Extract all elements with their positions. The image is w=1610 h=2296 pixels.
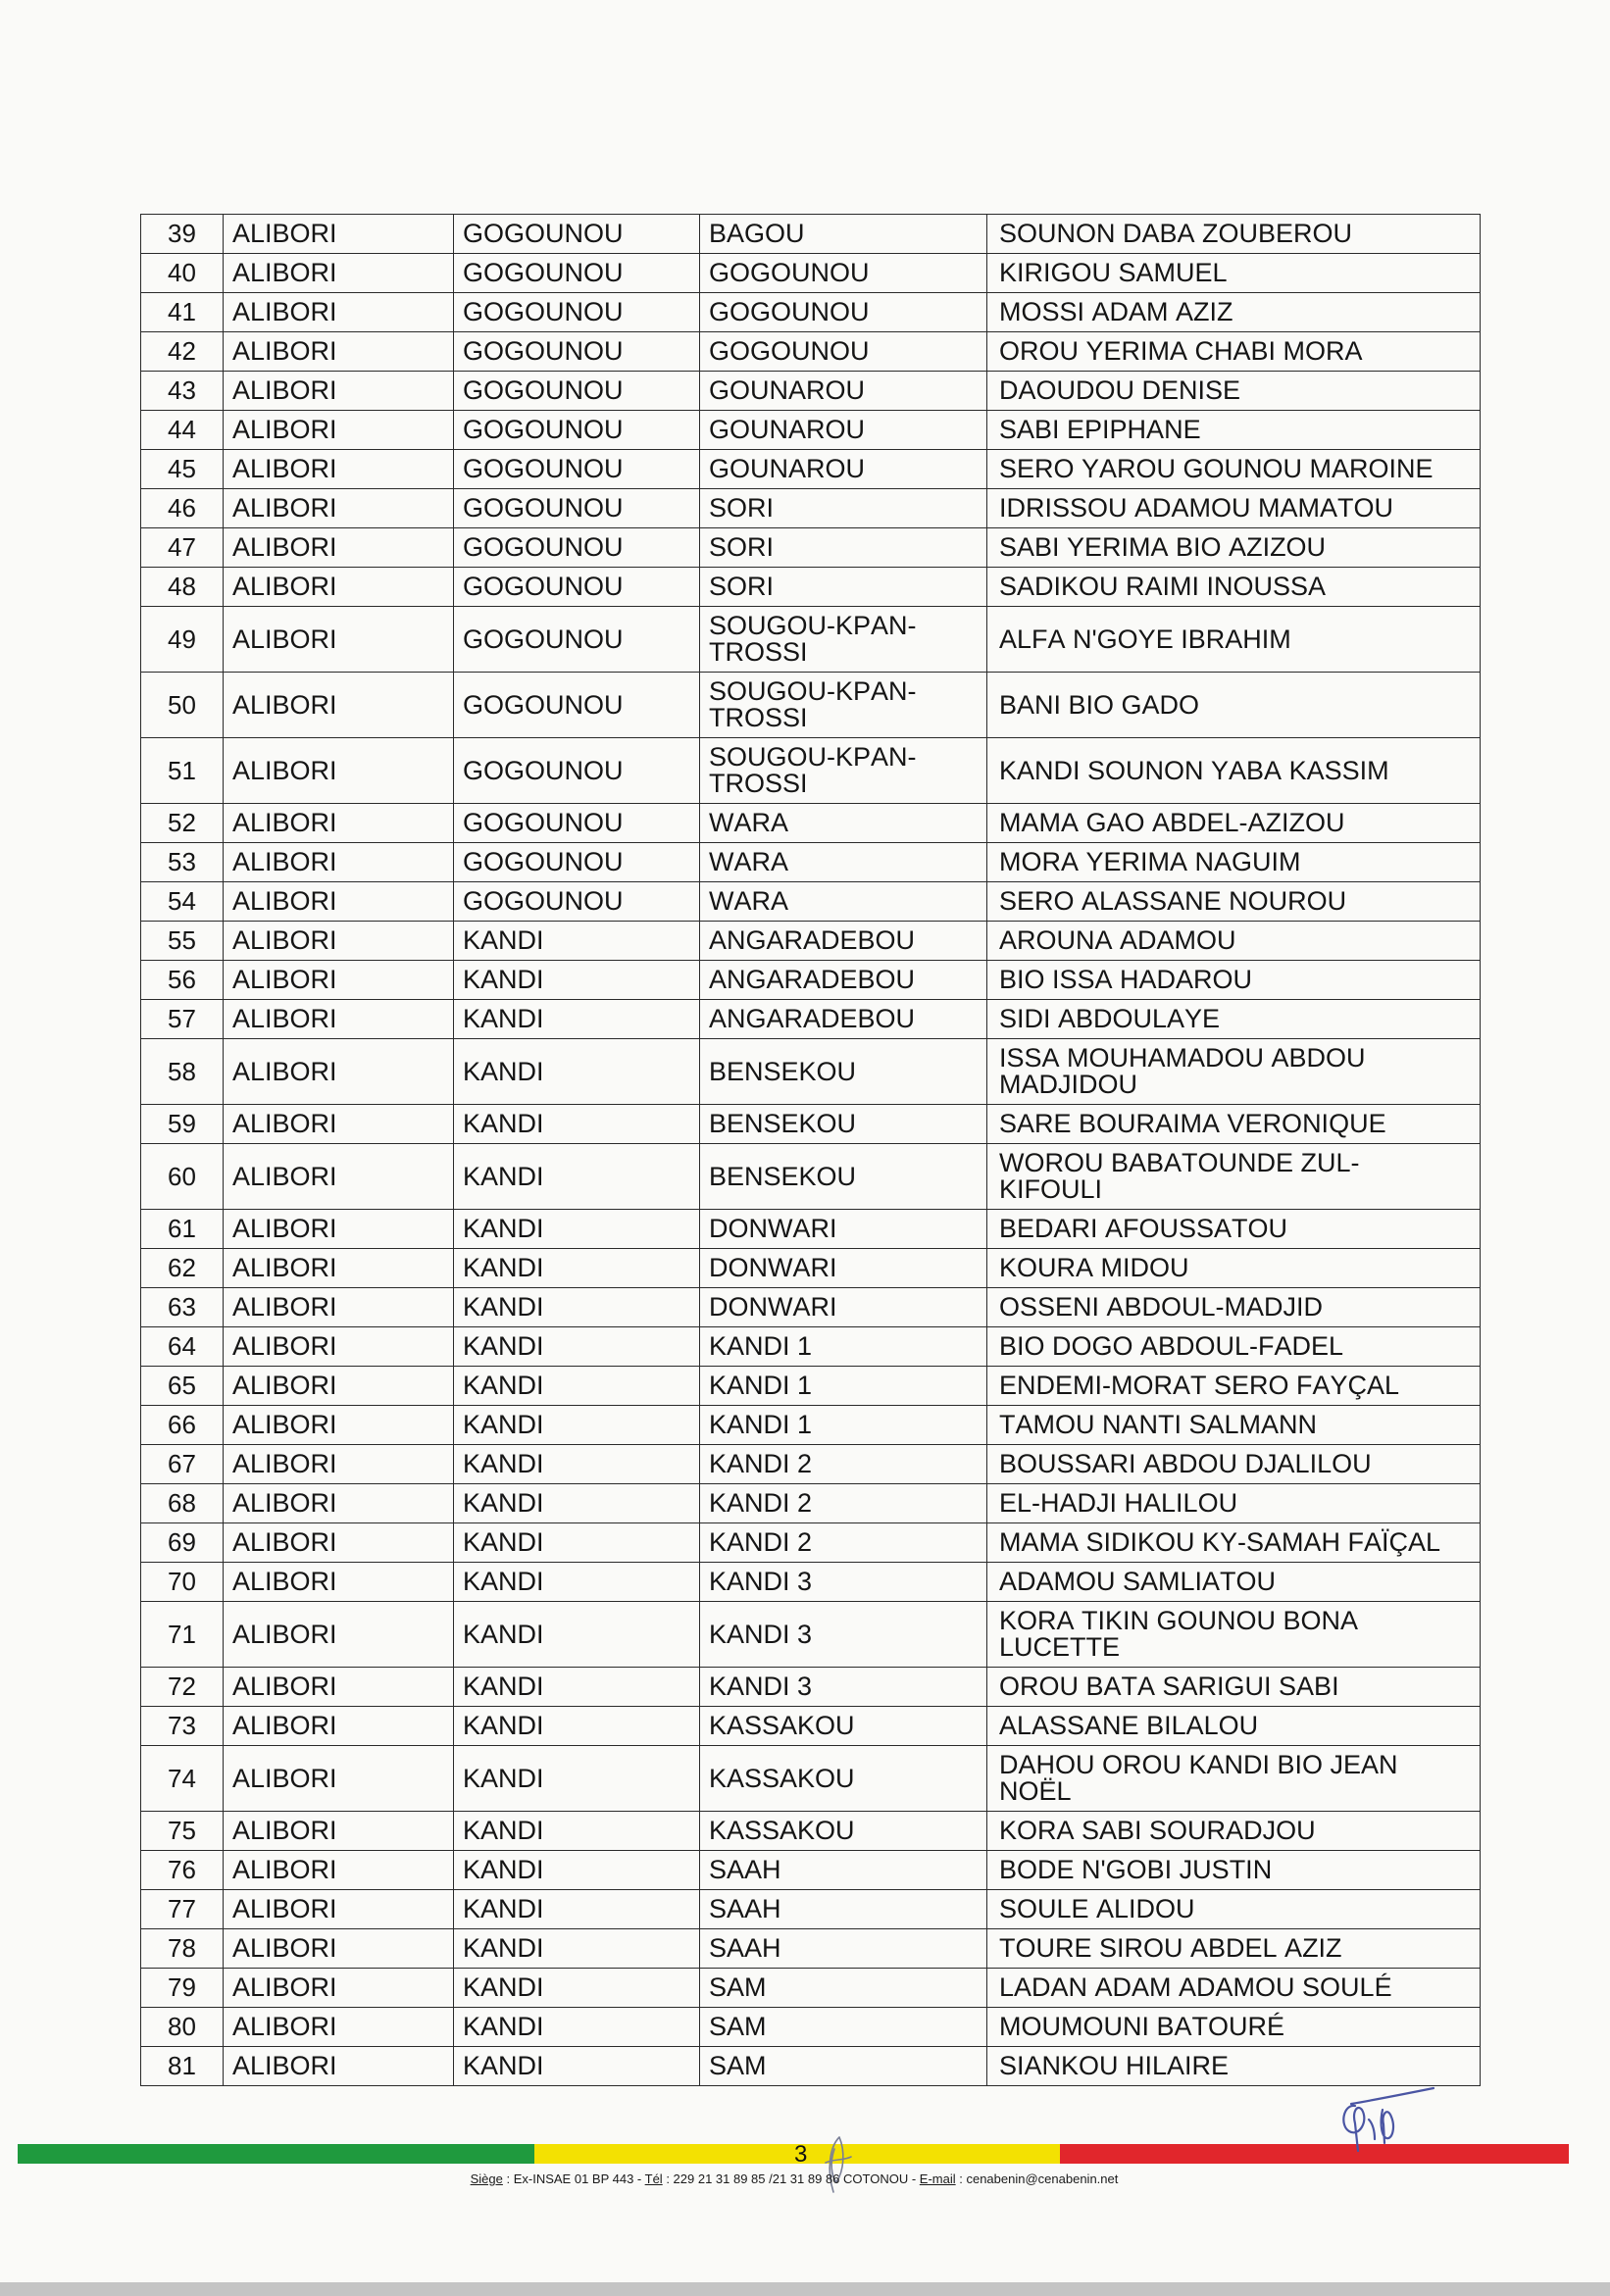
arrondissement-cell: KASSAKOU xyxy=(700,1746,987,1812)
table-row xyxy=(141,1812,1481,1851)
row-number-cell: 57 xyxy=(141,1000,224,1039)
row-number-cell: 66 xyxy=(141,1406,224,1445)
table-row xyxy=(141,1746,1481,1812)
commune-cell: GOGOUNOU xyxy=(454,673,700,738)
arrondissement-cell: BAGOU xyxy=(700,215,987,254)
arrondissement-cell: SOUGOU-KPAN-TROSSI xyxy=(700,738,987,804)
departement-cell: ALIBORI xyxy=(224,1288,454,1327)
departement-cell: ALIBORI xyxy=(224,411,454,450)
row-number-cell: 42 xyxy=(141,332,224,372)
row-number-cell: 50 xyxy=(141,673,224,738)
departement-cell: ALIBORI xyxy=(224,1000,454,1039)
row-number-cell: 39 xyxy=(141,215,224,254)
table-row xyxy=(141,1288,1481,1327)
commune-cell: GOGOUNOU xyxy=(454,882,700,922)
table-row xyxy=(141,922,1481,961)
table-row xyxy=(141,1851,1481,1890)
name-cell: TOURE SIROU ABDEL AZIZ xyxy=(987,1929,1481,1969)
name-cell: KOURA MIDOU xyxy=(987,1249,1481,1288)
departement-cell: ALIBORI xyxy=(224,215,454,254)
commune-cell: KANDI xyxy=(454,1406,700,1445)
commune-cell: KANDI xyxy=(454,1746,700,1812)
arrondissement-cell: WARA xyxy=(700,882,987,922)
name-cell: DAOUDOU DENISE xyxy=(987,372,1481,411)
commune-cell: KANDI xyxy=(454,1288,700,1327)
row-number-cell: 45 xyxy=(141,450,224,489)
row-number-cell: 41 xyxy=(141,293,224,332)
arrondissement-cell: SORI xyxy=(700,528,987,568)
departement-cell: ALIBORI xyxy=(224,1406,454,1445)
commune-cell: KANDI xyxy=(454,1367,700,1406)
row-number-cell: 62 xyxy=(141,1249,224,1288)
commune-cell: GOGOUNOU xyxy=(454,372,700,411)
name-cell: ENDEMI-MORAT SERO FAYÇAL xyxy=(987,1367,1481,1406)
name-cell: SOULE ALIDOU xyxy=(987,1890,1481,1929)
results-table xyxy=(140,214,1481,2086)
departement-cell: ALIBORI xyxy=(224,1445,454,1484)
arrondissement-cell: KANDI 2 xyxy=(700,1523,987,1563)
arrondissement-cell: WARA xyxy=(700,843,987,882)
departement-cell: ALIBORI xyxy=(224,673,454,738)
row-number-cell: 78 xyxy=(141,1929,224,1969)
table-row xyxy=(141,1144,1481,1210)
row-number-cell: 68 xyxy=(141,1484,224,1523)
table-row xyxy=(141,1249,1481,1288)
row-number-cell: 43 xyxy=(141,372,224,411)
footer-siege-value: : Ex-INSAE 01 BP 443 - xyxy=(502,2171,645,2186)
departement-cell: ALIBORI xyxy=(224,922,454,961)
row-number-cell: 46 xyxy=(141,489,224,528)
commune-cell: KANDI xyxy=(454,1210,700,1249)
name-cell: SERO YAROU GOUNOU MAROINE xyxy=(987,450,1481,489)
arrondissement-cell: KASSAKOU xyxy=(700,1812,987,1851)
table-row xyxy=(141,843,1481,882)
departement-cell: ALIBORI xyxy=(224,1851,454,1890)
row-number-cell: 63 xyxy=(141,1288,224,1327)
name-cell: IDRISSOU ADAMOU MAMATOU xyxy=(987,489,1481,528)
row-number-cell: 56 xyxy=(141,961,224,1000)
departement-cell: ALIBORI xyxy=(224,882,454,922)
commune-cell: KANDI xyxy=(454,2008,700,2047)
row-number-cell: 60 xyxy=(141,1144,224,1210)
band-red-segment xyxy=(1060,2144,1569,2164)
arrondissement-cell: SOUGOU-KPAN-TROSSI xyxy=(700,607,987,673)
table-row xyxy=(141,489,1481,528)
commune-cell: GOGOUNOU xyxy=(454,215,700,254)
row-number-cell: 67 xyxy=(141,1445,224,1484)
name-cell: MORA YERIMA NAGUIM xyxy=(987,843,1481,882)
departement-cell: ALIBORI xyxy=(224,1105,454,1144)
commune-cell: GOGOUNOU xyxy=(454,738,700,804)
arrondissement-cell: SAAH xyxy=(700,1929,987,1969)
arrondissement-cell: BENSEKOU xyxy=(700,1105,987,1144)
footer-tel-value: : 229 21 31 89 85 /21 31 89 86 COTONOU - xyxy=(662,2171,920,2186)
departement-cell: ALIBORI xyxy=(224,804,454,843)
name-cell: AROUNA ADAMOU xyxy=(987,922,1481,961)
departement-cell: ALIBORI xyxy=(224,254,454,293)
arrondissement-cell: SOUGOU-KPAN-TROSSI xyxy=(700,673,987,738)
table-row xyxy=(141,215,1481,254)
arrondissement-cell: GOGOUNOU xyxy=(700,293,987,332)
table-row xyxy=(141,2047,1481,2086)
departement-cell: ALIBORI xyxy=(224,568,454,607)
commune-cell: GOGOUNOU xyxy=(454,450,700,489)
table-row xyxy=(141,372,1481,411)
row-number-cell: 76 xyxy=(141,1851,224,1890)
name-cell: OROU YERIMA CHABI MORA xyxy=(987,332,1481,372)
name-cell: TAMOU NANTI SALMANN xyxy=(987,1406,1481,1445)
table-row xyxy=(141,804,1481,843)
commune-cell: KANDI xyxy=(454,1523,700,1563)
commune-cell: KANDI xyxy=(454,1851,700,1890)
table-row xyxy=(141,293,1481,332)
arrondissement-cell: GOGOUNOU xyxy=(700,254,987,293)
name-cell: MAMA SIDIKOU KY-SAMAH FAÏÇAL xyxy=(987,1523,1481,1563)
row-number-cell: 81 xyxy=(141,2047,224,2086)
commune-cell: GOGOUNOU xyxy=(454,528,700,568)
name-cell: SADIKOU RAIMI INOUSSA xyxy=(987,568,1481,607)
name-cell: MOSSI ADAM AZIZ xyxy=(987,293,1481,332)
row-number-cell: 54 xyxy=(141,882,224,922)
departement-cell: ALIBORI xyxy=(224,528,454,568)
signature xyxy=(1335,2082,1437,2159)
commune-cell: GOGOUNOU xyxy=(454,804,700,843)
footer-email-label: E-mail xyxy=(919,2171,956,2186)
row-number-cell: 52 xyxy=(141,804,224,843)
table-body xyxy=(141,215,1481,2086)
initials-signature-mark xyxy=(818,2133,857,2200)
departement-cell: ALIBORI xyxy=(224,738,454,804)
table-row xyxy=(141,1105,1481,1144)
table-row xyxy=(141,2008,1481,2047)
arrondissement-cell: SAM xyxy=(700,2008,987,2047)
departement-cell: ALIBORI xyxy=(224,1812,454,1851)
departement-cell: ALIBORI xyxy=(224,293,454,332)
row-number-cell: 65 xyxy=(141,1367,224,1406)
name-cell: SABI YERIMA BIO AZIZOU xyxy=(987,528,1481,568)
name-cell: KIRIGOU SAMUEL xyxy=(987,254,1481,293)
departement-cell: ALIBORI xyxy=(224,607,454,673)
table-row xyxy=(141,450,1481,489)
name-cell: OSSENI ABDOUL-MADJID xyxy=(987,1288,1481,1327)
arrondissement-cell: GOUNAROU xyxy=(700,372,987,411)
row-number-cell: 79 xyxy=(141,1969,224,2008)
name-cell: MOUMOUNI BATOURÉ xyxy=(987,2008,1481,2047)
row-number-cell: 48 xyxy=(141,568,224,607)
arrondissement-cell: SAM xyxy=(700,2047,987,2086)
table-row xyxy=(141,882,1481,922)
name-cell: SABI EPIPHANE xyxy=(987,411,1481,450)
commune-cell: GOGOUNOU xyxy=(454,607,700,673)
arrondissement-cell: ANGARADEBOU xyxy=(700,922,987,961)
row-number-cell: 53 xyxy=(141,843,224,882)
arrondissement-cell: BENSEKOU xyxy=(700,1039,987,1105)
table-row xyxy=(141,411,1481,450)
arrondissement-cell: SORI xyxy=(700,489,987,528)
name-cell: WOROU BABATOUNDE ZUL-KIFOULI xyxy=(987,1144,1481,1210)
name-cell: KORA TIKIN GOUNOU BONA LUCETTE xyxy=(987,1602,1481,1668)
departement-cell: ALIBORI xyxy=(224,372,454,411)
row-number-cell: 69 xyxy=(141,1523,224,1563)
table-row xyxy=(141,1563,1481,1602)
table-row xyxy=(141,568,1481,607)
row-number-cell: 44 xyxy=(141,411,224,450)
departement-cell: ALIBORI xyxy=(224,1484,454,1523)
table-row xyxy=(141,1523,1481,1563)
row-number-cell: 71 xyxy=(141,1602,224,1668)
arrondissement-cell: KANDI 1 xyxy=(700,1327,987,1367)
name-cell: BIO ISSA HADAROU xyxy=(987,961,1481,1000)
commune-cell: GOGOUNOU xyxy=(454,489,700,528)
departement-cell: ALIBORI xyxy=(224,961,454,1000)
name-cell: KORA SABI SOURADJOU xyxy=(987,1812,1481,1851)
table-row xyxy=(141,1668,1481,1707)
commune-cell: KANDI xyxy=(454,922,700,961)
table-row xyxy=(141,254,1481,293)
name-cell: ISSA MOUHAMADOU ABDOU MADJIDOU xyxy=(987,1039,1481,1105)
name-cell: ALASSANE BILALOU xyxy=(987,1707,1481,1746)
arrondissement-cell: KANDI 2 xyxy=(700,1484,987,1523)
table-row xyxy=(141,528,1481,568)
departement-cell: ALIBORI xyxy=(224,1602,454,1668)
name-cell: EL-HADJI HALILOU xyxy=(987,1484,1481,1523)
commune-cell: KANDI xyxy=(454,1105,700,1144)
row-number-cell: 61 xyxy=(141,1210,224,1249)
arrondissement-cell: SORI xyxy=(700,568,987,607)
departement-cell: ALIBORI xyxy=(224,1249,454,1288)
name-cell: SARE BOURAIMA VERONIQUE xyxy=(987,1105,1481,1144)
name-cell: BOUSSARI ABDOU DJALILOU xyxy=(987,1445,1481,1484)
name-cell: ADAMOU SAMLIATOU xyxy=(987,1563,1481,1602)
arrondissement-cell: SAM xyxy=(700,1969,987,2008)
name-cell: MAMA GAO ABDEL-AZIZOU xyxy=(987,804,1481,843)
row-number-cell: 74 xyxy=(141,1746,224,1812)
row-number-cell: 58 xyxy=(141,1039,224,1105)
arrondissement-cell: GOUNAROU xyxy=(700,411,987,450)
arrondissement-cell: KANDI 2 xyxy=(700,1445,987,1484)
band-green-segment xyxy=(18,2144,534,2164)
row-number-cell: 70 xyxy=(141,1563,224,1602)
row-number-cell: 47 xyxy=(141,528,224,568)
arrondissement-cell: DONWARI xyxy=(700,1288,987,1327)
departement-cell: ALIBORI xyxy=(224,1039,454,1105)
table-row xyxy=(141,1210,1481,1249)
departement-cell: ALIBORI xyxy=(224,332,454,372)
departement-cell: ALIBORI xyxy=(224,1746,454,1812)
commune-cell: GOGOUNOU xyxy=(454,568,700,607)
row-number-cell: 64 xyxy=(141,1327,224,1367)
departement-cell: ALIBORI xyxy=(224,489,454,528)
commune-cell: KANDI xyxy=(454,1890,700,1929)
commune-cell: KANDI xyxy=(454,1249,700,1288)
commune-cell: KANDI xyxy=(454,1000,700,1039)
name-cell: LADAN ADAM ADAMOU SOULÉ xyxy=(987,1969,1481,2008)
commune-cell: KANDI xyxy=(454,1484,700,1523)
table-row xyxy=(141,1707,1481,1746)
footer-tel-label: Tél xyxy=(644,2171,663,2186)
row-number-cell: 51 xyxy=(141,738,224,804)
table-row xyxy=(141,1406,1481,1445)
table-row xyxy=(141,673,1481,738)
table-row xyxy=(141,961,1481,1000)
arrondissement-cell: KANDI 1 xyxy=(700,1367,987,1406)
departement-cell: ALIBORI xyxy=(224,1144,454,1210)
departement-cell: ALIBORI xyxy=(224,1890,454,1929)
departement-cell: ALIBORI xyxy=(224,1969,454,2008)
departement-cell: ALIBORI xyxy=(224,1327,454,1367)
table-row xyxy=(141,1969,1481,2008)
commune-cell: GOGOUNOU xyxy=(454,293,700,332)
table-row xyxy=(141,1367,1481,1406)
departement-cell: ALIBORI xyxy=(224,1707,454,1746)
commune-cell: KANDI xyxy=(454,1563,700,1602)
commune-cell: KANDI xyxy=(454,1327,700,1367)
commune-cell: KANDI xyxy=(454,1969,700,2008)
name-cell: BODE N'GOBI JUSTIN xyxy=(987,1851,1481,1890)
footer-email-value: : cenabenin@cenabenin.net xyxy=(955,2171,1119,2186)
name-cell: OROU BATA SARIGUI SABI xyxy=(987,1668,1481,1707)
arrondissement-cell: DONWARI xyxy=(700,1210,987,1249)
scan-bottom-edge xyxy=(0,2282,1610,2296)
table-row xyxy=(141,738,1481,804)
arrondissement-cell: BENSEKOU xyxy=(700,1144,987,1210)
commune-cell: KANDI xyxy=(454,1812,700,1851)
departement-cell: ALIBORI xyxy=(224,2008,454,2047)
table-row xyxy=(141,1929,1481,1969)
arrondissement-cell: DONWARI xyxy=(700,1249,987,1288)
row-number-cell: 55 xyxy=(141,922,224,961)
table-row xyxy=(141,1039,1481,1105)
arrondissement-cell: KANDI 3 xyxy=(700,1668,987,1707)
arrondissement-cell: GOUNAROU xyxy=(700,450,987,489)
commune-cell: KANDI xyxy=(454,2047,700,2086)
commune-cell: GOGOUNOU xyxy=(454,411,700,450)
name-cell: SIANKOU HILAIRE xyxy=(987,2047,1481,2086)
departement-cell: ALIBORI xyxy=(224,1929,454,1969)
row-number-cell: 49 xyxy=(141,607,224,673)
arrondissement-cell: ANGARADEBOU xyxy=(700,961,987,1000)
arrondissement-cell: KANDI 3 xyxy=(700,1602,987,1668)
arrondissement-cell: KANDI 3 xyxy=(700,1563,987,1602)
name-cell: BEDARI AFOUSSATOU xyxy=(987,1210,1481,1249)
arrondissement-cell: SAAH xyxy=(700,1851,987,1890)
row-number-cell: 40 xyxy=(141,254,224,293)
table-row xyxy=(141,1890,1481,1929)
name-cell: DAHOU OROU KANDI BIO JEAN NOËL xyxy=(987,1746,1481,1812)
departement-cell: ALIBORI xyxy=(224,1523,454,1563)
commune-cell: KANDI xyxy=(454,1707,700,1746)
name-cell: BANI BIO GADO xyxy=(987,673,1481,738)
arrondissement-cell: WARA xyxy=(700,804,987,843)
row-number-cell: 72 xyxy=(141,1668,224,1707)
name-cell: SIDI ABDOULAYE xyxy=(987,1000,1481,1039)
row-number-cell: 73 xyxy=(141,1707,224,1746)
commune-cell: KANDI xyxy=(454,1668,700,1707)
table-row xyxy=(141,607,1481,673)
table-row xyxy=(141,332,1481,372)
arrondissement-cell: SAAH xyxy=(700,1890,987,1929)
departement-cell: ALIBORI xyxy=(224,1210,454,1249)
departement-cell: ALIBORI xyxy=(224,843,454,882)
commune-cell: KANDI xyxy=(454,961,700,1000)
commune-cell: KANDI xyxy=(454,1602,700,1668)
commune-cell: KANDI xyxy=(454,1445,700,1484)
name-cell: ALFA N'GOYE IBRAHIM xyxy=(987,607,1481,673)
name-cell: SOUNON DABA ZOUBEROU xyxy=(987,215,1481,254)
departement-cell: ALIBORI xyxy=(224,2047,454,2086)
table-row xyxy=(141,1602,1481,1668)
commune-cell: KANDI xyxy=(454,1039,700,1105)
departement-cell: ALIBORI xyxy=(224,1367,454,1406)
arrondissement-cell: GOGOUNOU xyxy=(700,332,987,372)
footer-contact xyxy=(431,2171,1157,2187)
table-row xyxy=(141,1445,1481,1484)
footer-siege-label: Siège xyxy=(470,2171,503,2186)
page-number: 3 xyxy=(794,2141,808,2168)
departement-cell: ALIBORI xyxy=(224,1563,454,1602)
arrondissement-cell: KANDI 1 xyxy=(700,1406,987,1445)
commune-cell: KANDI xyxy=(454,1929,700,1969)
table-row xyxy=(141,1484,1481,1523)
name-cell: KANDI SOUNON YABA KASSIM xyxy=(987,738,1481,804)
table-row xyxy=(141,1327,1481,1367)
table-row xyxy=(141,1000,1481,1039)
arrondissement-cell: ANGARADEBOU xyxy=(700,1000,987,1039)
row-number-cell: 80 xyxy=(141,2008,224,2047)
departement-cell: ALIBORI xyxy=(224,450,454,489)
commune-cell: KANDI xyxy=(454,1144,700,1210)
arrondissement-cell: KASSAKOU xyxy=(700,1707,987,1746)
row-number-cell: 59 xyxy=(141,1105,224,1144)
commune-cell: GOGOUNOU xyxy=(454,332,700,372)
commune-cell: GOGOUNOU xyxy=(454,843,700,882)
name-cell: SERO ALASSANE NOUROU xyxy=(987,882,1481,922)
name-cell: BIO DOGO ABDOUL-FADEL xyxy=(987,1327,1481,1367)
departement-cell: ALIBORI xyxy=(224,1668,454,1707)
commune-cell: GOGOUNOU xyxy=(454,254,700,293)
row-number-cell: 77 xyxy=(141,1890,224,1929)
row-number-cell: 75 xyxy=(141,1812,224,1851)
